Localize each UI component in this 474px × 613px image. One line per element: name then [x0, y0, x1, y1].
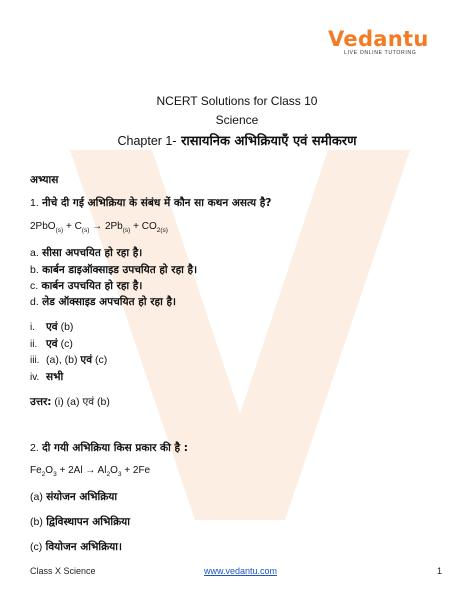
option-text: लेड ऑक्साइड अपचयित हो रहा है। — [42, 296, 177, 308]
footer-website-link[interactable]: www.vedantu.com — [204, 566, 278, 576]
option-text: सीसा अपचयित हो रहा है। — [42, 247, 143, 259]
q2-option-a — [30, 490, 117, 504]
option-label: d. — [30, 296, 39, 308]
option-c — [30, 279, 142, 293]
option-text: संयोजन अभिक्रिया — [46, 491, 118, 503]
q2-option-c — [30, 540, 122, 554]
choice-iv — [30, 370, 63, 384]
eq-term: → 2Pb — [89, 221, 123, 232]
question-text: नीचे दी गई अभिक्रिया के संबंध में कौन सा कथन असत्य है? — [42, 197, 272, 209]
option-label: (c) — [30, 541, 43, 553]
chapter-prefix: Chapter 1- — [117, 134, 177, 148]
choice-word: एवं — [46, 321, 58, 333]
choice-number: iv. — [30, 372, 40, 383]
choice-iii — [30, 353, 107, 367]
document-title: NCERT Solutions for Class 10 — [156, 94, 318, 108]
option-text: द्विविस्थापन अभिक्रिया — [46, 516, 130, 528]
option-d — [30, 295, 176, 309]
logo-wordmark: Vedantu — [328, 27, 429, 51]
question-number: 2. — [30, 442, 39, 454]
option-label: (b) — [30, 516, 43, 528]
question-1 — [30, 196, 271, 210]
question-2 — [30, 441, 188, 455]
answer-word: एवं — [82, 396, 95, 408]
eq-subscript: 2 — [41, 471, 46, 478]
choice-ii — [30, 337, 73, 351]
choice-post: (c) — [57, 338, 73, 350]
option-text: वियोजन अभिक्रिया। — [45, 541, 122, 553]
document-subject: Science — [215, 113, 259, 127]
option-text: कार्बन डाइऑक्साइड उपचयित हो रहा है। — [42, 264, 198, 276]
choice-word: एवं — [80, 354, 93, 366]
section-heading: अभ्यास — [30, 174, 59, 186]
option-text: कार्बन उपचयित हो रहा है। — [41, 280, 143, 292]
chapter-title: रासायनिक अभिक्रियाएँ एवं समीकरण — [181, 134, 357, 149]
choice-post: (b) — [57, 321, 74, 333]
q2-option-b — [30, 515, 130, 529]
footer-class: Class X Science — [30, 566, 96, 576]
question-text: दी गयी अभिक्रिया किस प्रकार की है : — [42, 442, 188, 454]
choice-post: (c) — [92, 354, 108, 366]
option-label: a. — [30, 247, 39, 259]
vedantu-logo — [328, 28, 438, 56]
choice-number: iii. — [30, 355, 40, 366]
eq-subscript: 2 — [156, 227, 161, 234]
option-label: b. — [30, 264, 39, 276]
choice-word: सभी — [46, 371, 64, 383]
footer-page-number: 1 — [437, 566, 443, 576]
option-a — [30, 246, 142, 260]
eq-term: O — [45, 465, 54, 476]
option-label: (a) — [30, 491, 43, 503]
eq-term: + C — [63, 221, 82, 232]
eq-term: Fe — [30, 465, 42, 476]
eq-term: 2PbO — [30, 221, 56, 232]
answer-label: उत्तर: — [30, 396, 52, 408]
choice-i — [30, 320, 73, 334]
choice-number: ii. — [30, 339, 38, 350]
eq-term: + CO — [130, 221, 157, 232]
question-number: 1. — [30, 197, 39, 209]
choice-word: एवं — [46, 338, 58, 350]
eq-term: + 2Al → Al — [56, 465, 107, 476]
option-b — [30, 263, 197, 277]
choice-pre: (a), (b) — [46, 354, 81, 366]
eq-subscript: 3 — [117, 471, 122, 478]
logo-tagline: LIVE ONLINE TUTORING — [344, 50, 417, 56]
chapter-heading — [0, 131, 474, 149]
eq-state: (s) — [81, 227, 90, 234]
answer-pre: (i) (a) — [51, 396, 83, 408]
choice-number: i. — [30, 322, 35, 333]
eq-state: (s) — [160, 227, 168, 234]
eq-state: (s) — [55, 227, 64, 234]
eq-subscript: 2 — [106, 471, 111, 478]
answer-1 — [30, 395, 110, 409]
eq-term: + 2Fe — [121, 465, 151, 476]
eq-state: (s) — [122, 227, 131, 234]
answer-post: (b) — [94, 396, 110, 408]
eq-term: O — [110, 465, 118, 476]
equation-2 — [30, 465, 150, 478]
equation-1 — [30, 221, 168, 234]
option-label: c. — [30, 280, 39, 292]
eq-subscript: 3 — [53, 471, 57, 478]
